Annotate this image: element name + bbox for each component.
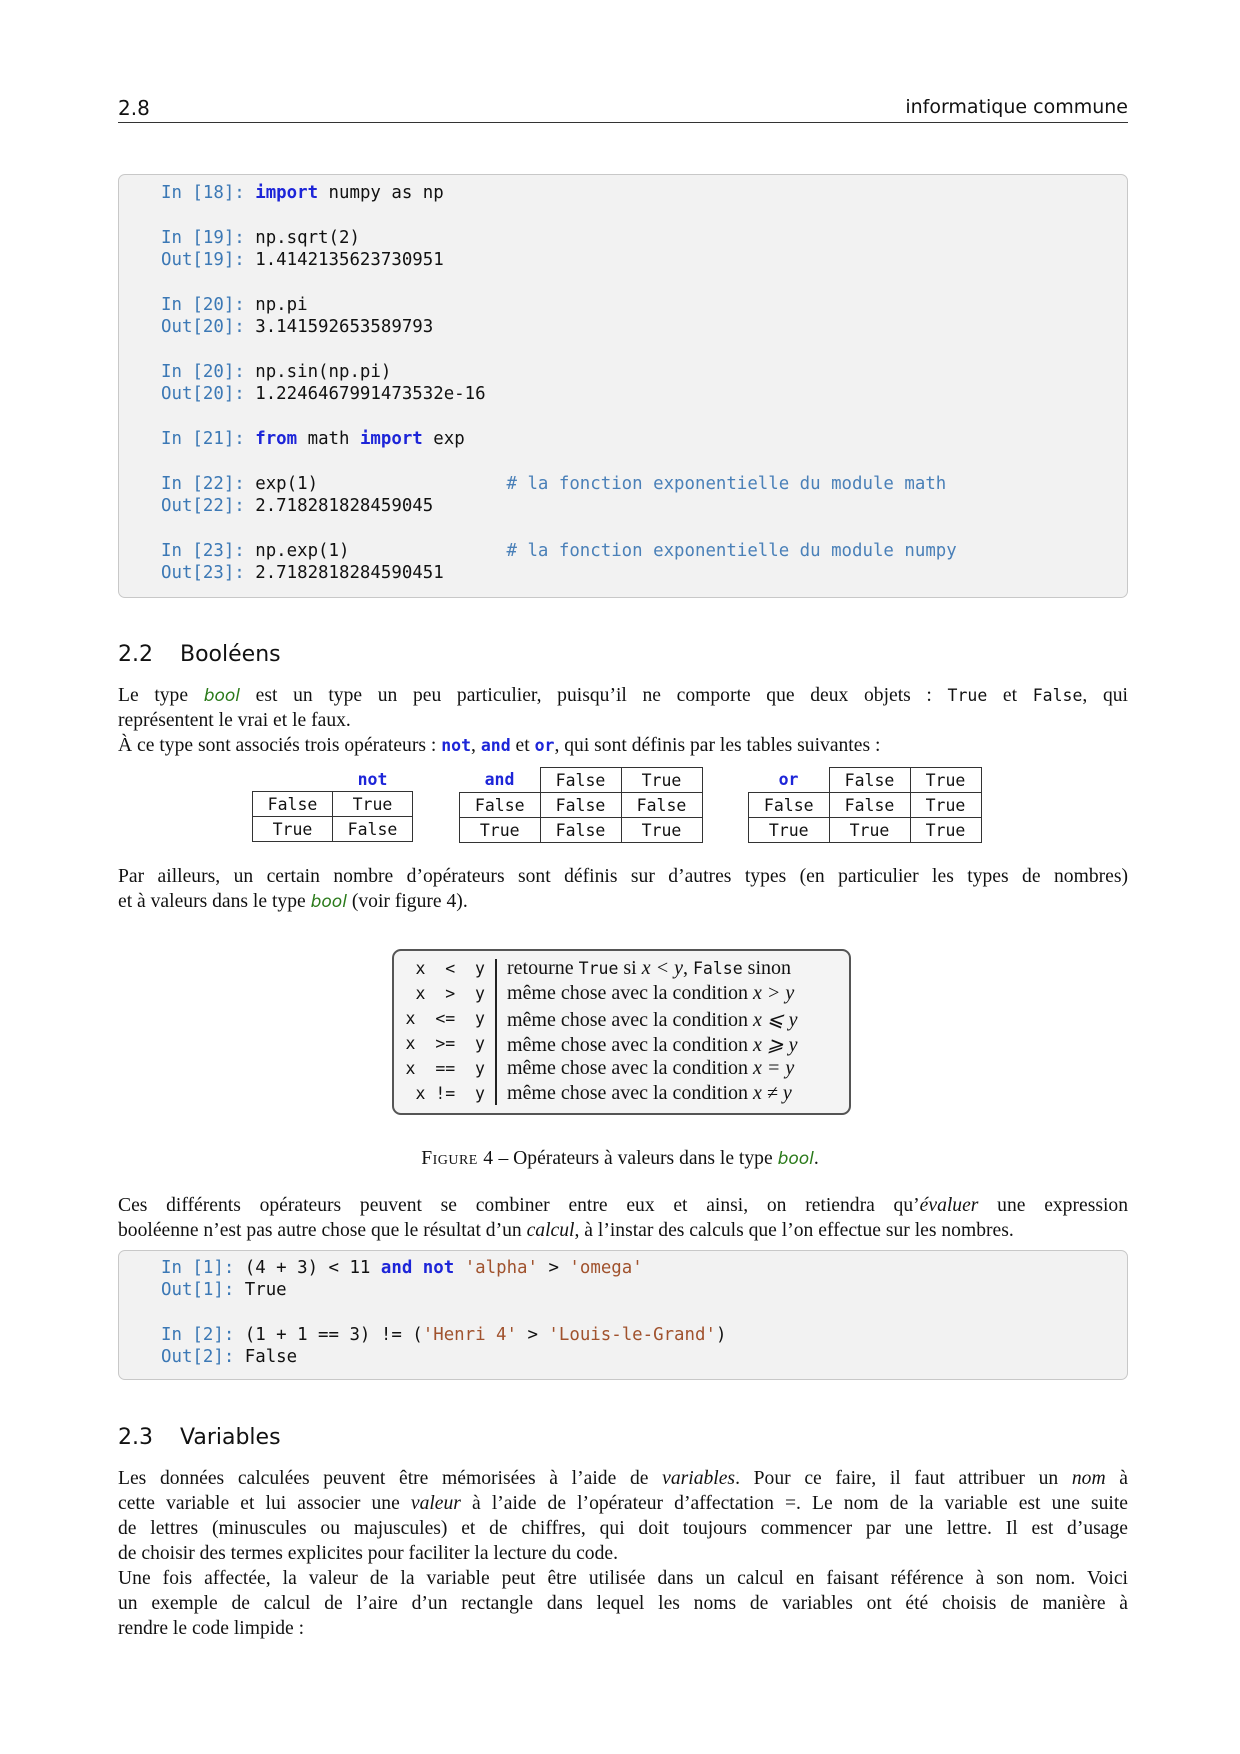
table-cell: False (333, 817, 413, 842)
table-cell: True (253, 817, 333, 842)
code-text: 1.2246467991473532e-16 (255, 384, 486, 404)
heading-number: 2.3 (118, 1425, 153, 1450)
comparison-operators-figure (392, 949, 851, 1115)
operator-code: x != y (415, 1084, 485, 1103)
code-comment: # la fonction exponentielle du module numpy (506, 541, 957, 561)
heading-title: Variables (180, 1425, 281, 1450)
code-text: np.sin(np.pi) (255, 362, 392, 382)
paragraph-variables-intro (118, 1466, 1128, 1641)
table-header: and (484, 770, 515, 790)
code-line: In [2]: (1 + 1 == 3) != ('Henri 4' > 'Louis-le-Grand') (161, 1325, 727, 1345)
table-cell: True (333, 792, 413, 817)
text-line: représentent le vrai et le faux. (118, 710, 351, 731)
prompt: In [1]: (161, 1258, 245, 1278)
operator-description: même chose avec la condition x > y (507, 982, 795, 1004)
code-text: 2.7182818284590451 (255, 563, 444, 583)
inline-code: True (947, 686, 988, 705)
code-text: np.sqrt(2) (255, 228, 360, 248)
table-header: or (778, 770, 799, 790)
code-block-numpy (118, 174, 1128, 598)
section-heading-variables (118, 1425, 281, 1450)
keyword: import (255, 183, 319, 203)
table-cell: True (621, 818, 702, 843)
prompt: In [20]: (161, 362, 256, 382)
text-line: cette variable et lui associer une valeur à l’aide de l’opérateur d’affectation =. Le nom de la variable est une suite (118, 1493, 1128, 1514)
text-line: booléenne n’est pas autre chose que le résultat d’un calcul, à l’instar des calculs que l’on effectue sur les nombres. (118, 1220, 1014, 1241)
running-title: informatique commune (905, 96, 1128, 118)
operator-code: x > y (415, 984, 485, 1003)
keyword-not: not (441, 736, 472, 755)
header-rule (118, 122, 1128, 123)
table-cell: True (829, 818, 910, 843)
code-line (161, 473, 946, 495)
table-cell: False (540, 818, 621, 843)
operator-description: même chose avec la condition x = y (507, 1057, 795, 1079)
keyword: from (255, 429, 298, 449)
operator-code: x <= y (405, 1009, 485, 1028)
prompt: In [22]: (161, 474, 256, 494)
operator-row (394, 1007, 849, 1032)
code-text: exp(1) (255, 474, 507, 494)
prompt: Out[19]: (161, 250, 256, 270)
operator-description: même chose avec la condition x ⩽ y (507, 1009, 798, 1031)
text-line: de choisir des termes explicites pour faciliter la lecture du code. (118, 1543, 618, 1564)
code-line (161, 428, 465, 450)
text-line: et à valeurs dans le type bool (voir figure 4). (118, 891, 468, 912)
text-line: Par ailleurs, un certain nombre d’opérateurs sont définis sur d’autres types (en particulier les types de nombres) (118, 866, 1128, 887)
code-comment: # la fonction exponentielle du module math (506, 474, 947, 494)
text-line: Une fois affectée, la valeur de la variable peut être utilisée dans un calcul en faisant référence à son nom. Voici (118, 1568, 1128, 1589)
code-text: 2.718281828459045 (255, 496, 434, 516)
code-text: np.exp(1) (255, 541, 507, 561)
table-cell: False (749, 793, 830, 818)
code-line (161, 227, 360, 249)
table-cell: True (460, 818, 541, 843)
prompt: In [2]: (161, 1325, 245, 1345)
table-header: False (540, 768, 621, 793)
text-line: un exemple de calcul de l’aire d’un rectangle dans lequel les noms de variables ont été choisis de manière à (118, 1593, 1128, 1614)
text-line: Ces différents opérateurs peuvent se combiner entre eux et ainsi, on retiendra qu’évaluer une expression (118, 1195, 1128, 1216)
code-line (161, 249, 444, 271)
code-line (161, 495, 433, 517)
text-line: de lettres (minuscules ou majuscules) et de chiffres, qui doit toujours commencer par une lettre. Il est d’usage (118, 1518, 1128, 1539)
code-text: exp (422, 429, 465, 449)
inline-code: False (1032, 686, 1083, 705)
operator-row (394, 1057, 849, 1082)
prompt: Out[2]: (161, 1347, 245, 1367)
code-line (161, 294, 308, 316)
prompt: Out[22]: (161, 496, 256, 516)
table-cell: False (621, 793, 702, 818)
prompt: Out[20]: (161, 384, 256, 404)
prompt: Out[1]: (161, 1280, 245, 1300)
code-line (161, 182, 444, 204)
type-bool: bool (310, 892, 347, 912)
prompt: Out[23]: (161, 563, 256, 583)
code-line (161, 540, 957, 562)
text-line: Le type bool est un type un peu particulier, puisqu’il ne comporte que deux objets : True et False, qui (118, 685, 1128, 706)
operator-code: x < y (415, 959, 485, 978)
table-cell: False (253, 792, 333, 817)
prompt: Out[20]: (161, 317, 256, 337)
figure-caption: Figure 4 – Opérateurs à valeurs dans le type bool. (421, 1148, 819, 1169)
code-line (161, 562, 444, 584)
operator-description: même chose avec la condition x ≠ y (507, 1082, 792, 1104)
code-text: numpy as np (318, 183, 444, 203)
code-line: In [1]: (4 + 3) < 11 and not 'alpha' > 'omega' (161, 1258, 643, 1278)
code-line (161, 316, 433, 338)
heading-title: Booléens (180, 642, 281, 667)
truth-table-or (748, 767, 982, 843)
table-cell: False (540, 793, 621, 818)
type-bool: bool (203, 686, 241, 706)
operator-description: retourne True si x < y, False sinon (507, 957, 791, 979)
section-number: 2.8 (118, 96, 150, 120)
truth-table-not (252, 767, 413, 842)
table-cell: True (910, 793, 981, 818)
paragraph-bool-intro (118, 683, 1128, 758)
prompt: In [18]: (161, 183, 256, 203)
operator-row (394, 957, 849, 982)
code-text: np.pi (255, 295, 308, 315)
operator-code: x >= y (405, 1034, 485, 1053)
keyword-or: or (534, 736, 555, 755)
table-header: True (621, 768, 702, 793)
code-text: 1.4142135623730951 (255, 250, 444, 270)
table-cell: True (910, 818, 981, 843)
code-line: Out[1]: True (161, 1280, 287, 1300)
code-text: 3.141592653589793 (255, 317, 434, 337)
text-line: À ce type sont associés trois opérateurs : not, and et or, qui sont définis par les tables suivantes : (118, 735, 881, 756)
paragraph-evaluate (118, 1193, 1128, 1243)
prompt: In [20]: (161, 295, 256, 315)
keyword-and: and (480, 736, 511, 755)
table-header: True (910, 768, 981, 793)
truth-table-and (459, 767, 703, 843)
operator-row (394, 982, 849, 1007)
table-cell: True (749, 818, 830, 843)
operator-description: même chose avec la condition x ⩾ y (507, 1034, 798, 1056)
prompt: In [23]: (161, 541, 256, 561)
text-line: Les données calculées peuvent être mémorisées à l’aide de variables. Pour ce faire, il faut attribuer un nom à (118, 1468, 1128, 1489)
prompt: In [19]: (161, 228, 256, 248)
section-heading-booleens (118, 642, 281, 667)
table-cell: False (829, 793, 910, 818)
table-cell: False (460, 793, 541, 818)
code-line: Out[2]: False (161, 1347, 298, 1367)
operator-code: x == y (405, 1059, 485, 1078)
code-text: math (297, 429, 360, 449)
table-header: False (829, 768, 910, 793)
keyword: import (359, 429, 423, 449)
paragraph-other-operators (118, 864, 1128, 914)
heading-number: 2.2 (118, 642, 153, 667)
prompt: In [21]: (161, 429, 256, 449)
code-line (161, 361, 391, 383)
table-header: not (357, 769, 388, 789)
code-line (161, 383, 486, 405)
operator-row (394, 1082, 849, 1107)
code-block-boolean-expressions (118, 1250, 1128, 1380)
operator-row (394, 1032, 849, 1057)
text-line: rendre le code limpide : (118, 1618, 305, 1639)
